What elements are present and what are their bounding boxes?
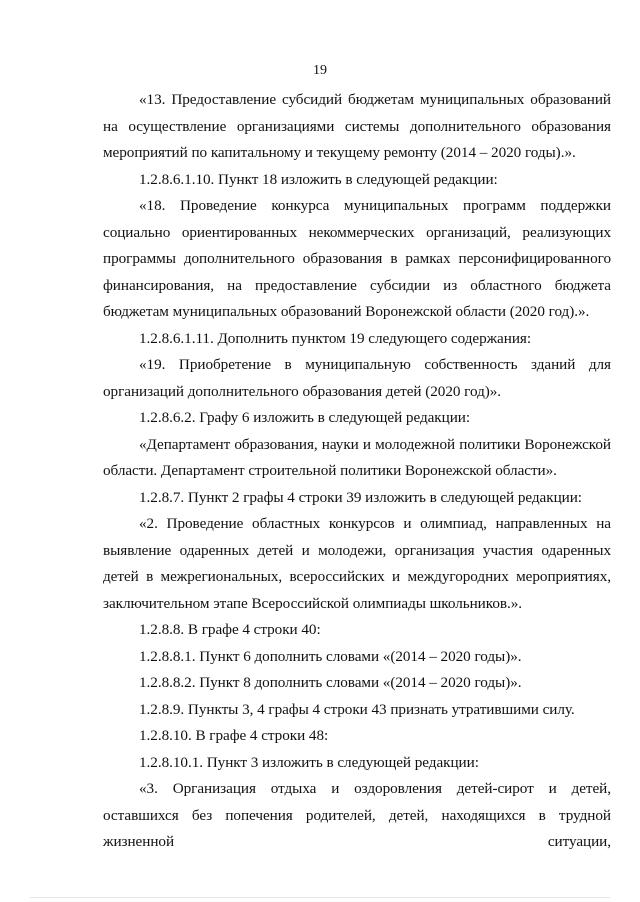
scan-edge-line	[30, 897, 610, 898]
page-number: 19	[313, 63, 327, 78]
paragraph-item-3-recreation: «3. Организация отдыха и оздоровления детей-сирот и детей, оставшихся без попечения родителей, детей, находящихся в трудной жизненной ситуации,	[103, 780, 611, 850]
paragraph-item-19: «19. Приобретение в муниципальную собственность зданий для организаций дополнительного образования детей (2020 год)».	[103, 356, 611, 400]
paragraph-instruction-1-2-8-6-2: 1.2.8.6.2. Графу 6 изложить в следующей редакции:	[139, 409, 471, 426]
paragraph-instruction-1-2-8-10-1: 1.2.8.10.1. Пункт 3 изложить в следующей редакции:	[139, 753, 479, 771]
paragraph-item-18: «18. Проведение конкурса муниципальных программ поддержки социально ориентированных некоммерческих организаций, реализующих программы дополнительного образования в рамках персонифицированного финансирования, на предоставление субсидии из областного бюджета бюджетам муниципальных образований Воронежской области (2020 год).».	[103, 197, 611, 320]
paragraph-instruction-1-2-8-8-2: 1.2.8.8.2. Пункт 8 дополнить словами «(2014 – 2020 годы)».	[139, 674, 522, 691]
paragraph-department-text: «Департамент образования, науки и молодежной политики Воронежской области. Департамент строительной политики Воронежской области».	[103, 435, 611, 479]
paragraph-instruction-1-2-8-6-1-11: 1.2.8.6.1.11. Дополнить пунктом 19 следующего содержания:	[139, 329, 532, 347]
paragraph-item-2-olympiads: «2. Проведение областных конкурсов и олимпиад, направленных на выявление одаренных детей и молодежи, организация участия одаренных детей в межрегиональных, всероссийских и междугородних мероприятиях, заключительном этапе Всероссийской олимпиады школьников.».	[103, 515, 611, 612]
document-body	[103, 87, 611, 856]
paragraph-instruction-1-2-8-10: 1.2.8.10. В графе 4 строки 48:	[139, 727, 329, 744]
paragraph-instruction-1-2-8-8-1: 1.2.8.8.1. Пункт 6 дополнить словами «(2014 – 2020 годы)».	[139, 647, 522, 665]
paragraph-instruction-1-2-8-9: 1.2.8.9. Пункты 3, 4 графы 4 строки 43 признать утратившими силу.	[139, 700, 575, 718]
paragraph-instruction-1-2-8-6-1-10: 1.2.8.6.1.10. Пункт 18 изложить в следующей редакции:	[139, 170, 498, 188]
paragraph-instruction-1-2-8-7: 1.2.8.7. Пункт 2 графы 4 строки 39 изложить в следующей редакции:	[139, 488, 582, 506]
paragraph-instruction-1-2-8-8: 1.2.8.8. В графе 4 строки 40:	[139, 621, 321, 638]
paragraph-item-13: «13. Предоставление субсидий бюджетам муниципальных образований на осуществление организациями системы дополнительного образования мероприятий по капитальному и текущему ремонту (2014 – 2020 годы).».	[103, 91, 611, 161]
